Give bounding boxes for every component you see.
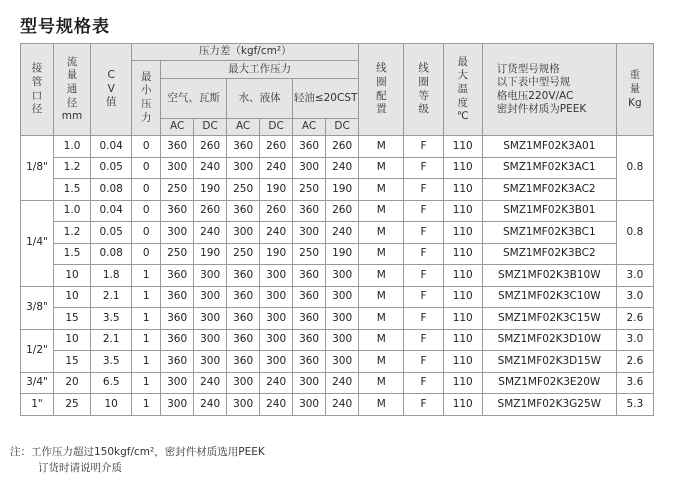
cell-oil-ac: 360 <box>293 136 326 158</box>
cell-grade: F <box>404 351 443 373</box>
cell-weight: 2.6 <box>616 351 653 373</box>
cell-air-dc: 240 <box>194 372 227 394</box>
note-line-1: 注：工作压力超过150kgf/cm²，密封件材质选用PEEK <box>10 446 265 458</box>
cell-air-ac: 360 <box>161 329 194 351</box>
header-max-working: 最大工作压力 <box>161 61 359 79</box>
order-info-line: 密封件材质为PEEK <box>496 102 587 115</box>
cell-weight: 3.0 <box>616 286 653 308</box>
header-water: 水、液体 <box>227 79 293 119</box>
cell-temp: 110 <box>443 243 482 265</box>
cell-air-dc: 300 <box>194 308 227 330</box>
cell-temp: 110 <box>443 286 482 308</box>
cell-water-ac: 250 <box>227 179 260 201</box>
header-oil-dc: DC <box>326 119 359 136</box>
cell-grade: F <box>404 200 443 222</box>
cell-weight: 5.3 <box>616 394 653 416</box>
cell-oil-dc: 260 <box>326 136 359 158</box>
cell-air-dc: 240 <box>194 394 227 416</box>
cell-oil-ac: 250 <box>293 179 326 201</box>
cell-cv: 0.04 <box>91 136 132 158</box>
cell-oil-ac: 250 <box>293 243 326 265</box>
cell-grade: F <box>404 286 443 308</box>
cell-coil: M <box>359 222 404 244</box>
cell-oil-dc: 300 <box>326 286 359 308</box>
cell-air-dc: 300 <box>194 329 227 351</box>
cell-oil-ac: 360 <box>293 286 326 308</box>
notes <box>10 445 265 477</box>
table-row <box>21 308 654 330</box>
table-row <box>21 351 654 373</box>
cell-model: SMZ1MF02K3C10W <box>482 286 616 308</box>
cell-min: 1 <box>132 265 161 287</box>
cell-model: SMZ1MF02K3G25W <box>482 394 616 416</box>
cell-water-dc: 240 <box>260 157 293 179</box>
cell-air-ac: 250 <box>161 179 194 201</box>
cell-air-ac: 300 <box>161 372 194 394</box>
header-coil-config: 线圈配置 <box>359 44 404 136</box>
cell-weight: 3.0 <box>616 329 653 351</box>
cell-model: SMZ1MF02K3AC2 <box>482 179 616 201</box>
cell-coil: M <box>359 136 404 158</box>
cell-oil-dc: 240 <box>326 372 359 394</box>
cell-flow: 1.5 <box>53 179 90 201</box>
cell-air-dc: 300 <box>194 265 227 287</box>
cell-pipe: 3/8" <box>21 286 54 329</box>
cell-flow: 10 <box>53 286 90 308</box>
cell-air-ac: 360 <box>161 136 194 158</box>
cell-pipe: 1/2" <box>21 329 54 372</box>
cell-min: 1 <box>132 351 161 373</box>
cell-oil-ac: 360 <box>293 329 326 351</box>
cell-water-ac: 360 <box>227 351 260 373</box>
cell-flow: 1.0 <box>53 136 90 158</box>
cell-cv: 3.5 <box>91 308 132 330</box>
cell-min: 1 <box>132 372 161 394</box>
cell-coil: M <box>359 394 404 416</box>
cell-air-dc: 260 <box>194 136 227 158</box>
cell-pipe: 3/4" <box>21 372 54 394</box>
cell-oil-ac: 300 <box>293 222 326 244</box>
header-air-dc: DC <box>194 119 227 136</box>
cell-temp: 110 <box>443 136 482 158</box>
cell-coil: M <box>359 243 404 265</box>
table-row <box>21 329 654 351</box>
header-weight: 重量 Kg <box>616 44 653 136</box>
cell-water-ac: 300 <box>227 157 260 179</box>
cell-flow: 20 <box>53 372 90 394</box>
header-oil: 轻油≤20CST <box>293 79 359 119</box>
order-info-line: 订货型号规格 <box>496 63 560 76</box>
cell-water-ac: 360 <box>227 286 260 308</box>
table-row <box>21 200 654 222</box>
cell-weight: 3.6 <box>616 372 653 394</box>
cell-min: 0 <box>132 200 161 222</box>
cell-temp: 110 <box>443 394 482 416</box>
cell-grade: F <box>404 157 443 179</box>
cell-flow: 1.5 <box>53 243 90 265</box>
cell-pipe: 1" <box>21 394 54 416</box>
note-line-2: 订货时请说明介质 <box>38 461 122 474</box>
page-title: 型号规格表 <box>20 17 110 37</box>
cell-cv: 10 <box>91 394 132 416</box>
table-row <box>21 243 654 265</box>
cell-air-ac: 300 <box>161 222 194 244</box>
cell-model: SMZ1MF02K3D15W <box>482 351 616 373</box>
cell-pipe: 1/4" <box>21 200 54 286</box>
cell-water-ac: 360 <box>227 136 260 158</box>
cell-temp: 110 <box>443 200 482 222</box>
cell-air-dc: 300 <box>194 286 227 308</box>
table-row <box>21 372 654 394</box>
cell-model: SMZ1MF02K3A01 <box>482 136 616 158</box>
header-coil-grade: 线圈等级 <box>404 44 443 136</box>
cell-air-ac: 300 <box>161 394 194 416</box>
cell-oil-ac: 360 <box>293 265 326 287</box>
cell-grade: F <box>404 329 443 351</box>
cell-grade: F <box>404 394 443 416</box>
cell-weight: 0.8 <box>616 200 653 265</box>
cell-air-dc: 240 <box>194 157 227 179</box>
cell-air-ac: 360 <box>161 286 194 308</box>
cell-coil: M <box>359 351 404 373</box>
cell-coil: M <box>359 286 404 308</box>
cell-air-ac: 360 <box>161 351 194 373</box>
cell-oil-dc: 240 <box>326 157 359 179</box>
cell-oil-dc: 240 <box>326 394 359 416</box>
table-row <box>21 136 654 158</box>
table-row <box>21 179 654 201</box>
cell-model: SMZ1MF02K3E20W <box>482 372 616 394</box>
cell-oil-dc: 300 <box>326 265 359 287</box>
cell-grade: F <box>404 265 443 287</box>
cell-model: SMZ1MF02K3BC1 <box>482 222 616 244</box>
cell-coil: M <box>359 179 404 201</box>
cell-oil-ac: 300 <box>293 394 326 416</box>
cell-grade: F <box>404 372 443 394</box>
cell-water-dc: 190 <box>260 243 293 265</box>
cell-temp: 110 <box>443 351 482 373</box>
cell-water-dc: 300 <box>260 286 293 308</box>
cell-pipe: 1/8" <box>21 136 54 201</box>
cell-min: 1 <box>132 308 161 330</box>
cell-water-ac: 360 <box>227 200 260 222</box>
spec-table <box>20 43 654 416</box>
cell-coil: M <box>359 329 404 351</box>
table-row <box>21 394 654 416</box>
cell-temp: 110 <box>443 222 482 244</box>
cell-oil-ac: 360 <box>293 308 326 330</box>
cell-water-dc: 260 <box>260 200 293 222</box>
order-info-line: 格电压220V/AC <box>496 89 574 102</box>
cell-oil-dc: 260 <box>326 200 359 222</box>
cell-temp: 110 <box>443 179 482 201</box>
header-water-ac: AC <box>227 119 260 136</box>
cell-cv: 1.8 <box>91 265 132 287</box>
cell-min: 0 <box>132 222 161 244</box>
cell-model: SMZ1MF02K3B01 <box>482 200 616 222</box>
cell-weight: 2.6 <box>616 308 653 330</box>
cell-water-dc: 300 <box>260 329 293 351</box>
cell-coil: M <box>359 157 404 179</box>
cell-cv: 6.5 <box>91 372 132 394</box>
cell-air-ac: 300 <box>161 157 194 179</box>
header-air: 空气、瓦斯 <box>161 79 227 119</box>
cell-oil-dc: 300 <box>326 308 359 330</box>
cell-water-dc: 260 <box>260 136 293 158</box>
cell-min: 1 <box>132 286 161 308</box>
cell-flow: 10 <box>53 265 90 287</box>
cell-air-dc: 240 <box>194 222 227 244</box>
cell-water-dc: 300 <box>260 308 293 330</box>
cell-min: 1 <box>132 329 161 351</box>
cell-water-dc: 300 <box>260 351 293 373</box>
cell-air-dc: 300 <box>194 351 227 373</box>
cell-oil-dc: 190 <box>326 179 359 201</box>
cell-air-dc: 190 <box>194 179 227 201</box>
cell-air-ac: 360 <box>161 265 194 287</box>
cell-min: 0 <box>132 157 161 179</box>
cell-grade: F <box>404 136 443 158</box>
cell-cv: 2.1 <box>91 286 132 308</box>
cell-cv: 0.08 <box>91 243 132 265</box>
cell-oil-ac: 360 <box>293 351 326 373</box>
cell-temp: 110 <box>443 308 482 330</box>
header-flow: 流量通径 mm <box>53 44 90 136</box>
cell-air-dc: 260 <box>194 200 227 222</box>
cell-min: 0 <box>132 136 161 158</box>
cell-oil-ac: 300 <box>293 372 326 394</box>
cell-weight: 3.0 <box>616 265 653 287</box>
table-row <box>21 265 654 287</box>
cell-model: SMZ1MF02K3AC1 <box>482 157 616 179</box>
header-max-temp: 最大温度 ℃ <box>443 44 482 136</box>
cell-water-dc: 240 <box>260 394 293 416</box>
cell-water-ac: 360 <box>227 265 260 287</box>
cell-model: SMZ1MF02K3D10W <box>482 329 616 351</box>
cell-coil: M <box>359 265 404 287</box>
cell-water-dc: 300 <box>260 265 293 287</box>
cell-oil-ac: 360 <box>293 200 326 222</box>
cell-cv: 2.1 <box>91 329 132 351</box>
table-row <box>21 222 654 244</box>
cell-air-ac: 360 <box>161 308 194 330</box>
cell-flow: 1.2 <box>53 157 90 179</box>
cell-coil: M <box>359 372 404 394</box>
cell-coil: M <box>359 200 404 222</box>
cell-oil-dc: 300 <box>326 351 359 373</box>
cell-oil-dc: 240 <box>326 222 359 244</box>
header-pipe: 接管口径 <box>21 44 54 136</box>
cell-cv: 0.05 <box>91 157 132 179</box>
cell-model: SMZ1MF02K3B10W <box>482 265 616 287</box>
cell-water-dc: 240 <box>260 372 293 394</box>
cell-oil-dc: 190 <box>326 243 359 265</box>
cell-temp: 110 <box>443 265 482 287</box>
header-air-ac: AC <box>161 119 194 136</box>
cell-flow: 1.2 <box>53 222 90 244</box>
cell-model: SMZ1MF02K3BC2 <box>482 243 616 265</box>
cell-water-ac: 300 <box>227 372 260 394</box>
cell-temp: 110 <box>443 157 482 179</box>
cell-air-ac: 360 <box>161 200 194 222</box>
order-info-line: 以下表中型号规 <box>496 76 571 89</box>
cell-temp: 110 <box>443 329 482 351</box>
cell-weight: 0.8 <box>616 136 653 201</box>
cell-cv: 0.08 <box>91 179 132 201</box>
cell-temp: 110 <box>443 372 482 394</box>
cell-water-ac: 300 <box>227 394 260 416</box>
header-order-info <box>482 44 616 136</box>
cell-grade: F <box>404 308 443 330</box>
cell-water-ac: 300 <box>227 222 260 244</box>
cell-oil-dc: 300 <box>326 329 359 351</box>
cell-model: SMZ1MF02K3C15W <box>482 308 616 330</box>
cell-cv: 0.04 <box>91 200 132 222</box>
cell-coil: M <box>359 308 404 330</box>
cell-air-ac: 250 <box>161 243 194 265</box>
cell-flow: 10 <box>53 329 90 351</box>
cell-water-ac: 360 <box>227 308 260 330</box>
header-oil-ac: AC <box>293 119 326 136</box>
header-pressure-diff: 压力差（kgf/cm²） <box>132 44 359 61</box>
cell-water-dc: 240 <box>260 222 293 244</box>
cell-flow: 1.0 <box>53 200 90 222</box>
cell-grade: F <box>404 222 443 244</box>
header-water-dc: DC <box>260 119 293 136</box>
cell-flow: 15 <box>53 351 90 373</box>
cell-flow: 25 <box>53 394 90 416</box>
header-min-pressure: 最小压力 <box>132 61 161 136</box>
cell-oil-ac: 300 <box>293 157 326 179</box>
cell-cv: 3.5 <box>91 351 132 373</box>
cell-water-ac: 360 <box>227 329 260 351</box>
table-row <box>21 286 654 308</box>
cell-min: 0 <box>132 179 161 201</box>
cell-grade: F <box>404 243 443 265</box>
cell-min: 1 <box>132 394 161 416</box>
cell-grade: F <box>404 179 443 201</box>
table-row <box>21 157 654 179</box>
header-cv: CV值 <box>91 44 132 136</box>
cell-water-dc: 190 <box>260 179 293 201</box>
cell-cv: 0.05 <box>91 222 132 244</box>
cell-air-dc: 190 <box>194 243 227 265</box>
cell-water-ac: 250 <box>227 243 260 265</box>
cell-flow: 15 <box>53 308 90 330</box>
cell-min: 0 <box>132 243 161 265</box>
